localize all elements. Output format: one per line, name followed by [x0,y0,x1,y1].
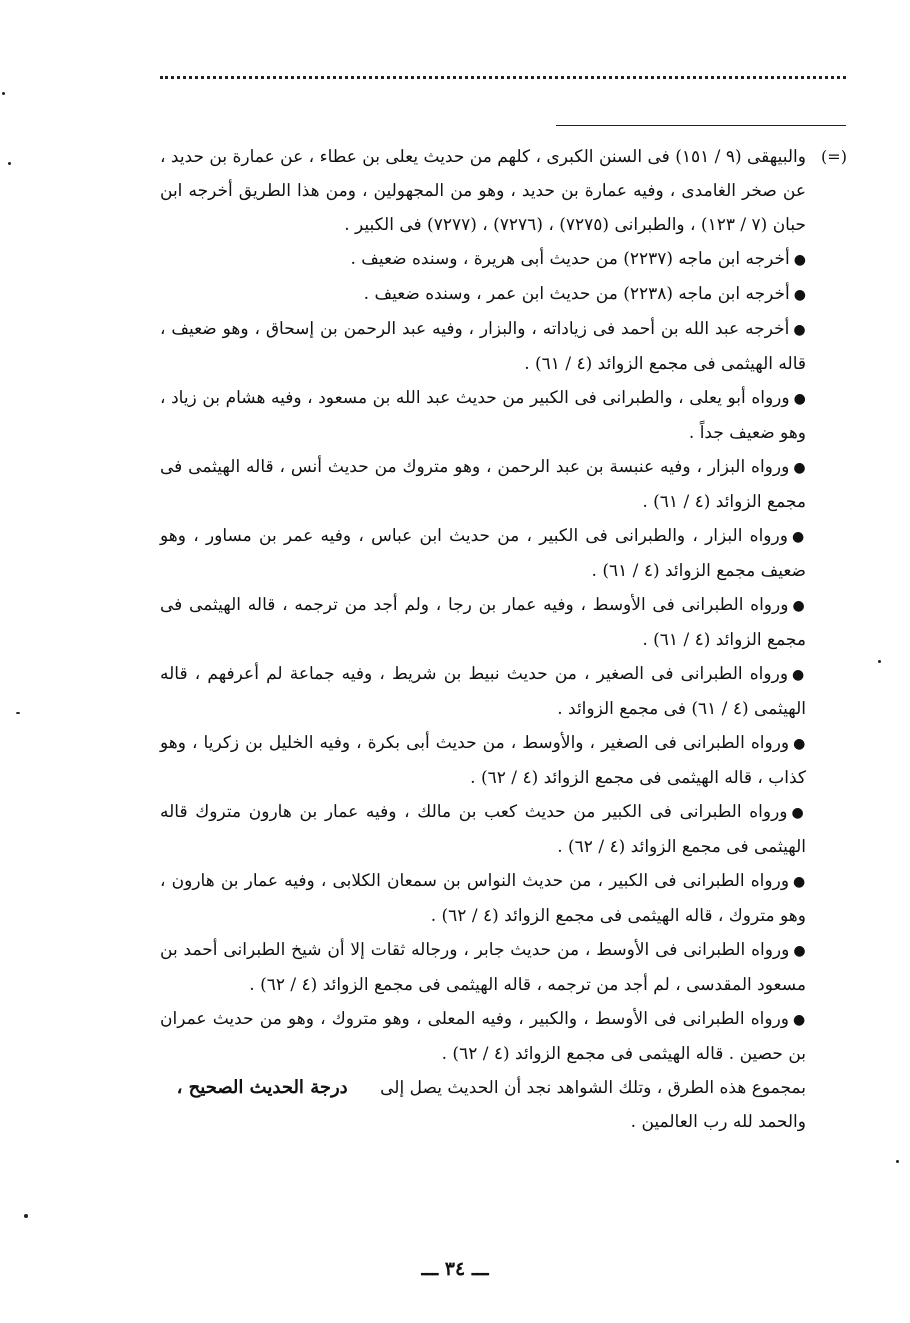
scan-speck [878,660,881,663]
list-item: ●ورواه الطبرانى فى الأوسط ، من حديث جابر ، ورجاله ثقات إلا أن شيخ الطبرانى أحمد بن مسعود المقدسى ، لم أجد من ترجمه ، قاله الهيثمى فى مجمع الزوائد (٤ / ٦٢) . [160,940,806,995]
continuation-marker: (=) [821,147,847,166]
scan-speck [8,162,11,165]
bullet-icon: ● [793,460,806,476]
bullet-icon: ● [793,1012,806,1028]
list-item: ●ورواه البزار ، وفيه عنبسة بن عبد الرحمن ، وهو متروك من حديث أنس ، قاله الهيثمى فى مجمع الزوائد (٤ / ٦١) . [160,457,806,512]
list-item: ●أخرجه ابن ماجه (٢٢٣٨) من حديث ابن عمر ، وسنده ضعيف . [363,284,806,304]
footnote-separator-rule [556,125,846,126]
bullet-icon: ● [792,667,806,683]
bullet-icon: ● [793,322,807,338]
intro-paragraph: والبيهقى (٩ / ١٥١) فى السنن الكبرى ، كلهم من حديث يعلى بن عطاء ، عن عمارة بن حديد ، عن صخر الغامدى ، وفيه عمارة بن حديد ، وهو من المجهولين ، ومن هذا الطريق أخرجه ابن حبان (٧ / ١٢٣) ، والطبرانى (٧٢٧٥) ، (٧٢٧٦) ، (٧٢٧٧) فى الكبير . [160,147,806,235]
list-item: ●ورواه الطبرانى فى الأوسط ، وفيه عمار بن رجا ، ولم أجد من ترجمه ، قاله الهيثمى فى مجمع الزوائد (٤ / ٦١) . [160,595,806,650]
conclusion-paragraph [160,1071,806,1139]
scan-speck [24,1214,28,1218]
footnote-body [160,140,806,1139]
list-item: ●ورواه الطبرانى فى الصغير ، والأوسط ، من حديث أبى بكرة ، وفيه الخليل بن زكريا ، وهو كذاب ، قاله الهيثمى فى مجمع الزوائد (٤ / ٦٢) . [160,733,807,788]
bullet-icon: ● [793,943,806,959]
top-dotted-rule [160,76,846,79]
bullet-icon: ● [793,736,807,752]
bullet-icon: ● [791,529,806,545]
list-item: ●ورواه الطبرانى فى الكبير ، من حديث النواس بن سمعان الكلابى ، وفيه عمار بن هارون ، وهو متروك ، قاله الهيثمى فى مجمع الزوائد (٤ / ٦٢) . [160,871,806,926]
bullet-icon: ● [793,252,806,268]
list-item: ●ورواه الطبرانى فى الصغير ، من حديث نبيط بن شريط ، وفيه جماعة لم أعرفهم ، قاله الهيثمى (٤ / ٦١) فى مجمع الزوائد . [160,664,806,719]
conclusion-bold-phrase: درجة الحديث الصحيح ، [176,1077,348,1098]
bullet-icon: ● [793,287,806,303]
list-item: ●ورواه البزار ، والطبرانى فى الكبير ، من حديث ابن عباس ، وفيه عمر بن مساور ، وهو ضعيف مجمع الزوائد (٤ / ٦١) . [160,526,806,581]
bullet-icon: ● [792,598,806,614]
scan-speck [16,712,20,714]
bullet-icon: ● [793,391,806,407]
scan-speck [896,1160,899,1163]
list-item: ●أخرجه عبد الله بن أحمد فى زياداته ، والبزار ، وفيه عبد الرحمن بن إسحاق ، وهو ضعيف ، قاله الهيثمى فى مجمع الزوائد (٤ / ٦١) . [160,319,807,374]
list-item: ●ورواه الطبرانى فى الأوسط ، والكبير ، وفيه المعلى ، وهو متروك ، وهو من حديث عمران بن حصين . قاله الهيثمى فى مجمع الزوائد (٤ / ٦٢) . [160,1009,806,1064]
conclusion-text: بمجموع هذه الطرق ، وتلك الشواهد نجد أن الحديث يصل إلى [380,1078,806,1098]
closing-line: والحمد لله رب العالمين . [630,1112,806,1132]
page-number: ـــ ٣٤ ـــ [421,1258,489,1280]
bullet-icon: ● [791,805,807,821]
bullet-icon: ● [793,874,806,890]
scan-speck [2,92,5,95]
list-item: ●أخرجه ابن ماجه (٢٢٣٧) من حديث أبى هريرة ، وسنده ضعيف . [350,249,806,269]
list-item: ●ورواه الطبرانى فى الكبير من حديث كعب بن مالك ، وفيه عمار بن هارون متروك قاله الهيثمى فى مجمع الزوائد (٤ / ٦٢) . [160,802,807,857]
list-item: ●ورواه أبو يعلى ، والطبرانى فى الكبير من حديث عبد الله بن مسعود ، وفيه هشام بن زياد ، وهو ضعيف جداً . [160,388,806,443]
